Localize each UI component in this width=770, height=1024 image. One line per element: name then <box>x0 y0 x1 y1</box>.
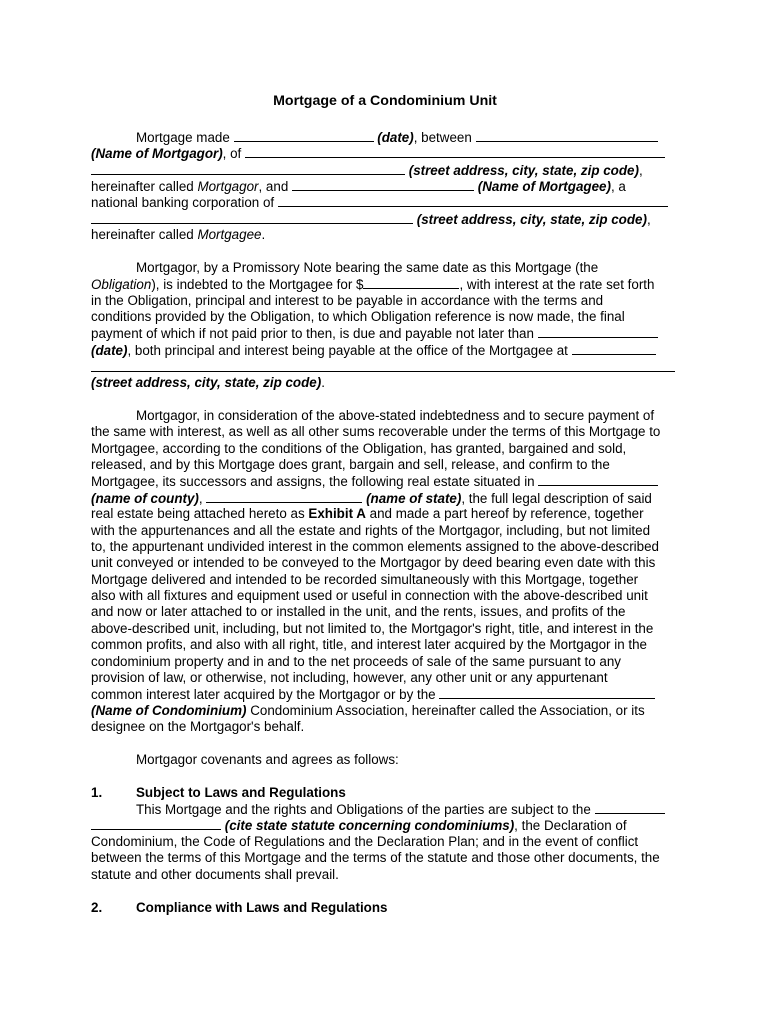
p1-line-1: Mortgage made (date), between <box>136 129 658 146</box>
amount-blank[interactable] <box>363 276 459 289</box>
p3-line-17: provision of law, or otherwise, not including, however, any other unit or any appurtenant <box>91 670 608 685</box>
p3-line-10: unit conveyed or intended to be conveyed to the Mortgagor by deed bearing even date with this <box>91 555 656 570</box>
office-blank[interactable] <box>572 342 656 355</box>
p2-line-5: payment of which if not paid prior to then, is due and payable not later than <box>91 325 658 342</box>
p3-line-19: (Name of Condominium) Condominium Association, hereinafter called the Association, or its <box>91 703 645 718</box>
section-1-heading: Subject to Laws and Regulations <box>136 785 346 800</box>
p2-line-4: conditions provided by the Obligation, to which Obligation reference is now made, the final <box>91 309 625 324</box>
document-title: Mortgage of a Condominium Unit <box>273 93 497 109</box>
mortgagor-location-blank[interactable] <box>245 145 665 158</box>
county-state-blank[interactable] <box>206 490 362 503</box>
section-2-number: 2. <box>91 900 103 915</box>
mortgagor-address-blank[interactable] <box>91 162 405 175</box>
p3-line-4: released, and by this Mortgage does grant, bargain and sell, release, and confirm to the <box>91 457 610 472</box>
p3-line-2: the same with interest, as well as all other sums recoverable under the terms of this Mortgage to <box>91 424 661 439</box>
p3-line-16: condominium property and in and to the net proceeds of sale of the same pursuant to any <box>91 654 622 669</box>
p3-line-18: common interest later acquired by the Mortgagor or by the <box>91 686 655 703</box>
party-blank[interactable] <box>476 129 658 142</box>
corporation-location-blank[interactable] <box>278 194 668 207</box>
section-1-number: 1. <box>91 785 103 800</box>
p1-line-3: (street address, city, state, zip code), <box>91 162 643 179</box>
p3-line-14: above-described unit, including, but not limited to, the Mortgagor's right, title, and interest in the <box>91 621 654 636</box>
statute-blank-1[interactable] <box>595 801 665 814</box>
p2-line-8: (street address, city, state, zip code). <box>91 375 325 390</box>
s1-line-3: Condominium, the Code of Regulations and the Declaration Plan; and in the event of conflict <box>91 834 639 849</box>
p4-line: Mortgagor covenants and agrees as follows: <box>136 752 399 767</box>
condominium-name-blank[interactable] <box>439 686 655 699</box>
s1-line-2: (cite state statute concerning condominiums), the Declaration of <box>91 817 627 834</box>
p3-line-1: Mortgagor, in consideration of the above-stated indebtedness and to secure payment of <box>136 408 655 423</box>
p3-line-3: Mortgagee, according to the conditions of the Obligation, has granted, bargained and sold, <box>91 441 627 456</box>
p3-line-9: to, the appurtenant undivided interest in the common elements assigned to the above-described <box>91 539 659 554</box>
p2-line-2: Obligation), is indebted to the Mortgagee for $ , with interest at the rate set forth <box>91 277 655 292</box>
p3-line-5: Mortgagee, its successors and assigns, the following real estate situated in <box>91 473 658 490</box>
p3-line-20: designee on the Mortgagor's behalf. <box>91 719 305 734</box>
p3-line-13: and now or later attached to or installed in the unit, and the rents, issues, and profits of the <box>91 604 626 619</box>
section-2-heading: Compliance with Laws and Regulations <box>136 900 388 915</box>
office-address-blank[interactable] <box>91 371 675 372</box>
s1-line-4: between the terms of this Mortgage and the terms of the statute and those other documents, the <box>91 850 660 865</box>
p2-line-3: in the Obligation, principal and interest to be payable in accordance with the terms and <box>91 293 604 308</box>
p3-line-12: also with all fixtures and equipment used or useful in connection with the above-described unit <box>91 588 648 603</box>
p3-line-11: Mortgage delivered and intended to be recorded simultaneously with this Mortgage, together <box>91 572 639 587</box>
statute-blank-2[interactable] <box>91 817 221 830</box>
s1-line-1: This Mortgage and the rights and Obligations of the parties are subject to the <box>136 801 665 818</box>
p2-line-6: (date), both principal and interest being payable at the office of the Mortgagee at <box>91 342 656 359</box>
mortgagee-name-blank[interactable] <box>292 178 474 191</box>
s1-line-5: statute and other documents shall prevail. <box>91 867 339 882</box>
p1-line-5: national banking corporation of <box>91 194 668 211</box>
date-blank[interactable] <box>234 129 374 142</box>
p1-line-7: hereinafter called Mortgagee. <box>91 227 266 242</box>
p3-line-15: common profits, and also with all right, title, and interest later acquired by the Mortgagor in the <box>91 637 647 652</box>
p1-line-4: hereinafter called Mortgagor, and (Name of Mortgagee), a <box>91 179 626 194</box>
p3-line-6: (name of county), (name of state), the full legal description of said <box>91 491 652 506</box>
p3-line-7: real estate being attached hereto as Exhibit A and made a part hereof by reference, together <box>91 506 644 521</box>
p1-line-6: (street address, city, state, zip code), <box>91 211 651 228</box>
p3-line-8: with the appurtenances and all the estate and rights of the Mortgagor, including, but not limited <box>91 523 651 538</box>
p1-line-2: (Name of Mortgagor), of <box>91 145 665 162</box>
situated-blank[interactable] <box>538 473 658 486</box>
p2-line-1: Mortgagor, by a Promissory Note bearing the same date as this Mortgage (the <box>136 260 599 275</box>
mortgagee-address-blank[interactable] <box>91 211 413 224</box>
final-date-blank[interactable] <box>538 325 658 338</box>
